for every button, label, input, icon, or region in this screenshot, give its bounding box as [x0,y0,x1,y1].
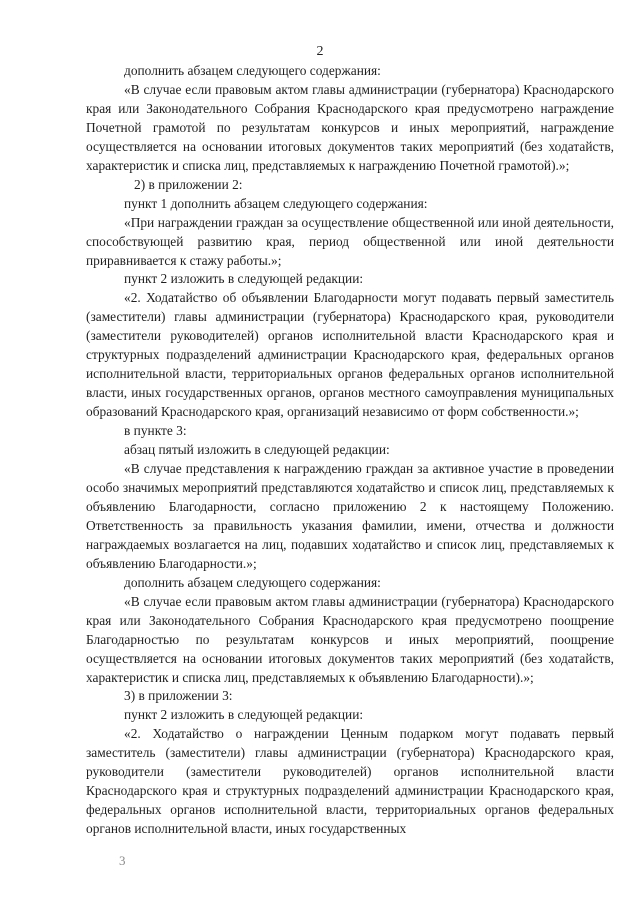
document-paragraph: 3) в приложении 3: [124,688,233,704]
document-paragraph: «В случае если правовым актом главы администрации (губернатора) Краснодарского края или Законодательного Собрания Краснодарского края предусмотрено награждение Почетной грамотой по результатам конкурсов и иных мероприятий, награждение осуществляется на основании итоговых документов таких мероприятий (без ходатайств, характеристик и списка лиц, представляемых к награждению Почетной грамотой).»; [86,81,614,173]
page-number: 2 [316,44,324,59]
document-paragraph: пункт 1 дополнить абзацем следующего содержания: [124,195,428,211]
document-paragraph: «2. Ходатайство об объявлении Благодарности могут подавать первый заместитель (заместители) главы администрации (губернатора) Краснодарского края, руководители (заместители руководителей) органов исполнительной власти Краснодарского края и структурных подразделений администрации Краснодарского края, федеральных органов исполнительной власти, территориальных органов федеральных органов исполнительной власти, иных государственных органов, органов местного самоуправления муниципальных образований Краснодарского края, организаций независимо от форм собственности.»; [86,290,614,420]
document-body [86,62,614,839]
document-paragraph: дополнить абзацем следующего содержания: [124,574,381,590]
document-paragraph: «В случае представления к награждению граждан за активное участие в проведении особо значимых мероприятий представляются ходатайство и список лиц, представляемых к объявлению Благодарности, согласно приложению 2 к настоящему Положению. Ответственность за правильность указания фамилии, имени, отчества и должности награждаемых возлагается на лиц, подавших ходатайство и список лиц, представляемых к объявлению Благодарности.»; [86,461,614,571]
document-paragraph: пункт 2 изложить в следующей редакции: [124,707,364,723]
document-paragraph: пункт 2 изложить в следующей редакции: [124,271,364,287]
document-paragraph: «В случае если правовым актом главы администрации (губернатора) Краснодарского края или Законодательного Собрания Краснодарского края предусмотрено поощрение Благодарностью по результатам конкурсов и иных мероприятий, поощрение осуществляется на основании итоговых документов таких мероприятий (без ходатайств, характеристик и списка лиц, представляемых к объявлению Благодарности).»; [86,593,614,685]
document-paragraph: «При награждении граждан за осуществление общественной или иной деятельности, способствующей развитию края, период общественной или иной деятельности приравнивается к стажу работы.»; [86,214,614,268]
document-paragraph: 2) в приложении 2: [134,176,243,192]
footer-mark: 3 [119,853,126,868]
document-paragraph: дополнить абзацем следующего содержания: [124,63,381,78]
document-paragraph: абзац пятый изложить в следующей редакции: [124,442,390,458]
document-paragraph: в пункте 3: [124,423,187,439]
document-paragraph: «2. Ходатайство о награждении Ценным подарком могут подавать первый заместитель (заместители) главы администрации (губернатора) Краснодарского края, руководители (заместители руководителей) органов исполнительной власти Краснодарского края и структурных подразделений администрации Краснодарского края, федеральных органов исполнительной власти, территориальных органов федеральных органов исполнительной власти, иных государственных [86,726,614,837]
